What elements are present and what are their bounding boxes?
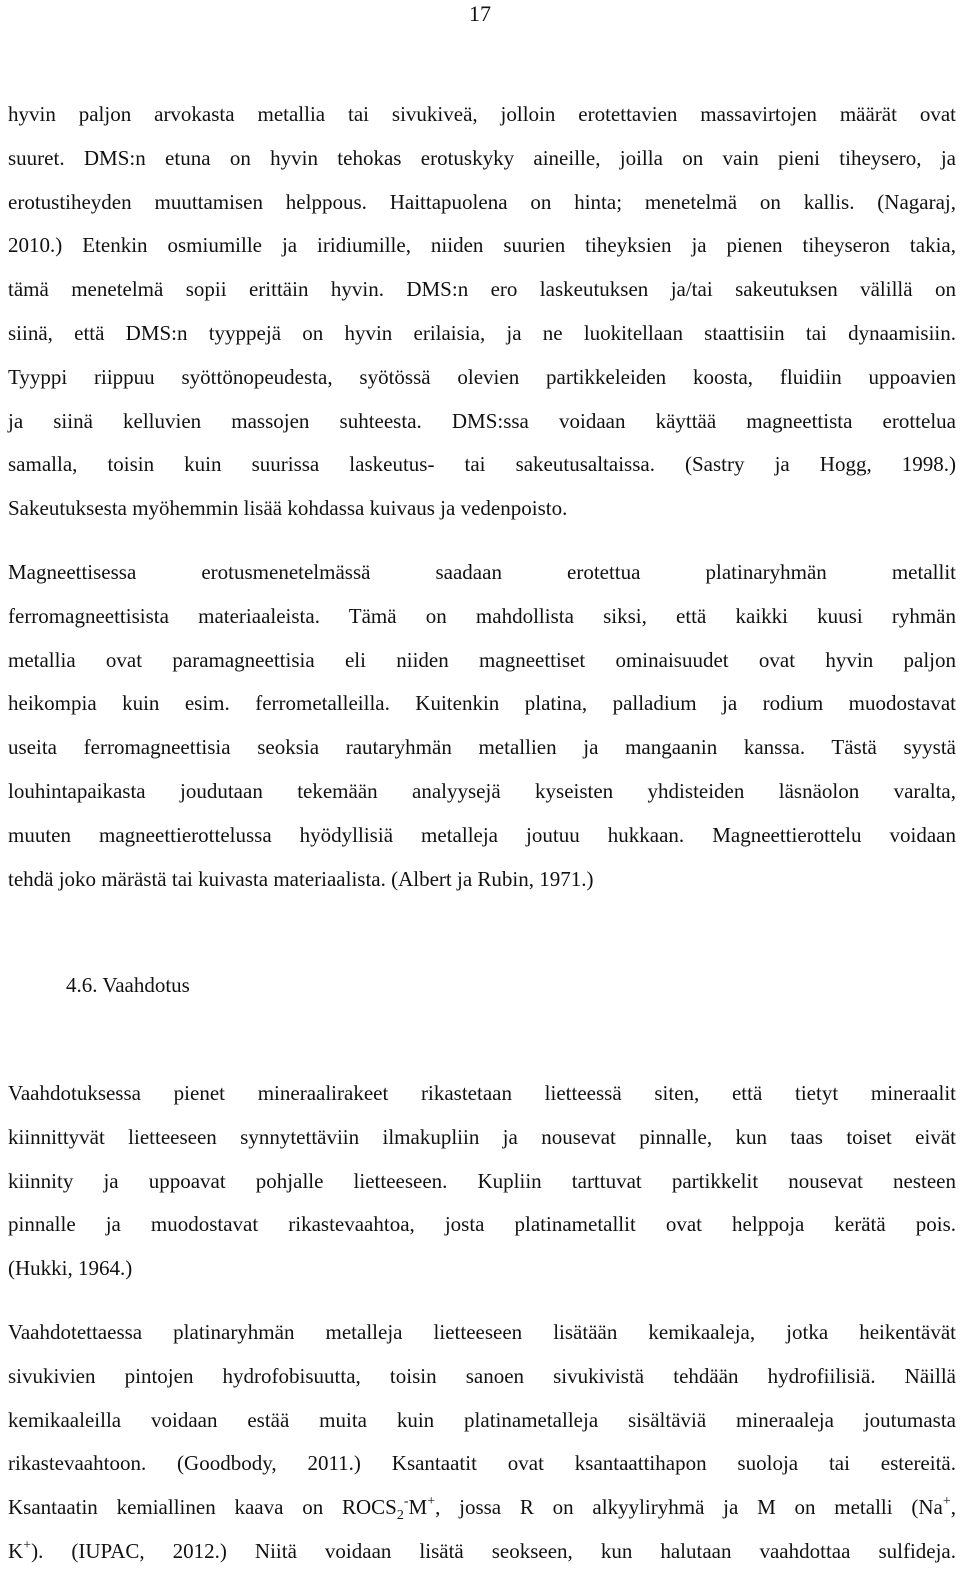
text-line: ferromagneettisista materiaaleista. Tämä on mahdollista siksi, että kaikki kuusi ryhmän [8, 603, 956, 628]
text-line: heikompia kuin esim. ferrometalleilla. Kuitenkin platina, palladium ja rodium muodostavat [8, 691, 956, 716]
text-line: tehdä joko märästä tai kuivasta materiaalista. (Albert ja Rubin, 1971.) [8, 866, 594, 891]
text-line: kiinnity ja uppoavat pohjalle lietteeseen. Kupliin tarttuvat partikkelit nousevat nesteen [8, 1168, 956, 1193]
section-heading: 4.6. Vaahdotus [66, 973, 190, 997]
text-line: kiinnittyvät lietteeseen synnytettäviin ilmakupliin ja nousevat pinnalle, kun taas toiset eivät [8, 1124, 956, 1149]
text-line: Sakeutuksesta myöhemmin lisää kohdassa kuivaus ja vedenpoisto. [8, 496, 568, 521]
text-line: sivukivien pintojen hydrofobisuutta, toisin sanoen sivukivistä tehdään hydrofiilisiä. Näillä [8, 1363, 956, 1388]
text-line: suuret. DMS:n etuna on hyvin tehokas erotuskyky aineille, joilla on vain pieni tiheysero, ja [8, 145, 956, 170]
text-line: useita ferromagneettisia seoksia rautaryhmän metallien ja mangaanin kanssa. Tästä syystä [8, 735, 956, 760]
text-line: louhintapaikasta joudutaan tekemään analyysejä kyseisten yhdisteiden läsnäolon varalta, [8, 778, 956, 803]
text-line: erotustiheyden muuttamisen helppous. Haittapuolena on hinta; menetelmä on kallis. (Nagaraj, [8, 189, 956, 214]
text-line: tämä menetelmä sopii erittäin hyvin. DMS:n ero laskeutuksen ja/tai sakeutuksen välillä on [8, 277, 956, 302]
formula-line: Ksantaatin kemiallinen kaava on $ROCS_2^-M^+$, jossa R on alkyyliryhmä ja M on metalli (Na+, [8, 1494, 956, 1524]
text-line: hyvin paljon arvokasta metallia tai sivukiveä, jolloin erotettavien massavirtojen määrät ovat [8, 102, 956, 126]
text-line: siinä, että DMS:n tyyppejä on hyvin erilaisia, ja ne luokitellaan staattisiin tai dynaamisiin. [8, 320, 956, 345]
text-line: rikastevaahtoon. (Goodbody, 2011.) Ksantaatit ovat ksantaattihapon suoloja tai estereitä. [8, 1451, 956, 1476]
text-line: Tyyppi riippuu syöttönopeudesta, syötössä olevien partikkeleiden koosta, fluidiin uppoavien [8, 364, 956, 389]
text-line: kemikaaleilla voidaan estää muita kuin platinametalleja sisältäviä mineraaleja joutumasta [8, 1407, 956, 1432]
text-line: Vaahdotettaessa platinaryhmän metalleja lietteeseen lisätään kemikaaleja, jotka heikentävät [8, 1320, 956, 1344]
text-line: pinnalle ja muodostavat rikastevaahtoa, josta platinametallit ovat helppoja kerätä pois. [8, 1212, 956, 1237]
text-line: ja siinä kelluvien massojen suhteesta. DMS:ssa voidaan käyttää magneettista erottelua [8, 408, 956, 433]
paragraph-dms [8, 93, 956, 531]
text-line: K+). (IUPAC, 2012.) Niitä voidaan lisätä seokseen, kun halutaan vaahdottaa sulfideja. [8, 1537, 956, 1563]
paragraph-flotation [8, 1072, 956, 1291]
text-line: Vaahdotuksessa pienet mineraalirakeet rikastetaan lietteessä siten, että tietyt mineraalit [8, 1081, 956, 1105]
text-line: muuten magneettierottelussa hyödyllisiä metalleja joutuu hukkaan. Magneettierottelu voidaan [8, 822, 956, 847]
paragraph-flotation-chemicals [8, 1311, 956, 1574]
page-number: 17 [469, 1, 491, 26]
text-line: metallia ovat paramagneettisia eli niiden magneettiset ominaisuudet ovat hyvin paljon [8, 647, 956, 672]
text-line: samalla, toisin kuin suurissa laskeutus- tai sakeutusaltaissa. (Sastry ja Hogg, 1998.) [8, 452, 956, 477]
text-line: 2010.) Etenkin osmiumille ja iridiumille, niiden suurien tiheyksien ja pienen tiheyseron takia, [8, 233, 956, 258]
text-line: Magneettisessa erotusmenetelmässä saadaan erotettua platinaryhmän metallit [8, 560, 956, 584]
text-line: (Hukki, 1964.) [8, 1256, 133, 1281]
paragraph-magnetic-separation [8, 551, 956, 901]
